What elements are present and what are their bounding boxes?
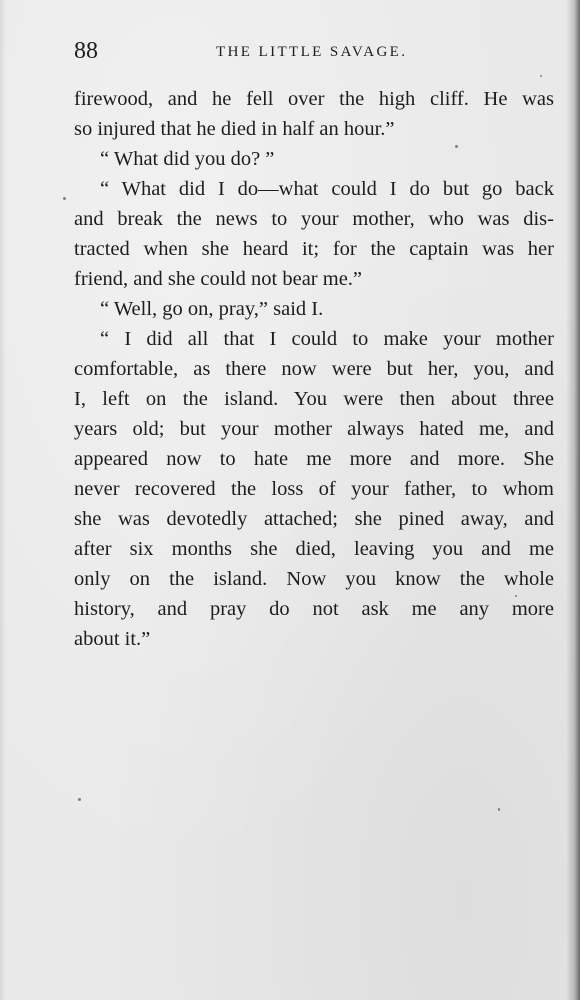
text-line: and break the news to your mother, who was dis- bbox=[74, 208, 554, 230]
paper-speck bbox=[498, 808, 500, 811]
text-line: “ What did I do—what could I do but go back bbox=[100, 178, 554, 200]
text-line: so injured that he died in half an hour.” bbox=[74, 118, 395, 140]
paper-speck bbox=[455, 145, 458, 148]
text-line: appeared now to hate me more and more. She bbox=[74, 448, 554, 470]
text-line: years old; but your mother always hated me, and bbox=[74, 418, 554, 440]
text-line: never recovered the loss of your father, to whom bbox=[74, 478, 554, 500]
page-body bbox=[74, 84, 554, 654]
page-header bbox=[74, 36, 554, 66]
running-head: THE LITTLE SAVAGE. bbox=[216, 44, 408, 60]
paper-speck bbox=[515, 595, 517, 597]
text-line: comfortable, as there now were but her, you, and bbox=[74, 358, 554, 380]
text-line: “ Well, go on, pray,” said I. bbox=[100, 298, 324, 320]
page-number: 88 bbox=[74, 38, 98, 64]
text-line: friend, and she could not bear me.” bbox=[74, 268, 363, 290]
paper-speck bbox=[540, 75, 542, 77]
text-line: history, and pray do not ask me any more bbox=[74, 598, 554, 620]
paper-speck bbox=[63, 197, 66, 200]
text-line: after six months she died, leaving you and me bbox=[74, 538, 554, 560]
page-gutter-shadow bbox=[0, 0, 6, 1000]
paper-speck bbox=[78, 798, 81, 801]
text-line: she was devotedly attached; she pined away, and bbox=[74, 508, 554, 530]
text-line: about it.” bbox=[74, 628, 151, 650]
text-line: tracted when she heard it; for the captain was her bbox=[74, 238, 554, 260]
page-edge-shadow bbox=[566, 0, 580, 1000]
text-line: firewood, and he fell over the high cliff. He was bbox=[74, 88, 554, 110]
text-line: I, left on the island. You were then about three bbox=[74, 388, 554, 410]
text-line: only on the island. Now you know the whole bbox=[74, 568, 554, 590]
text-line: “ What did you do? ” bbox=[100, 148, 275, 170]
text-line: “ I did all that I could to make your mother bbox=[100, 328, 554, 350]
